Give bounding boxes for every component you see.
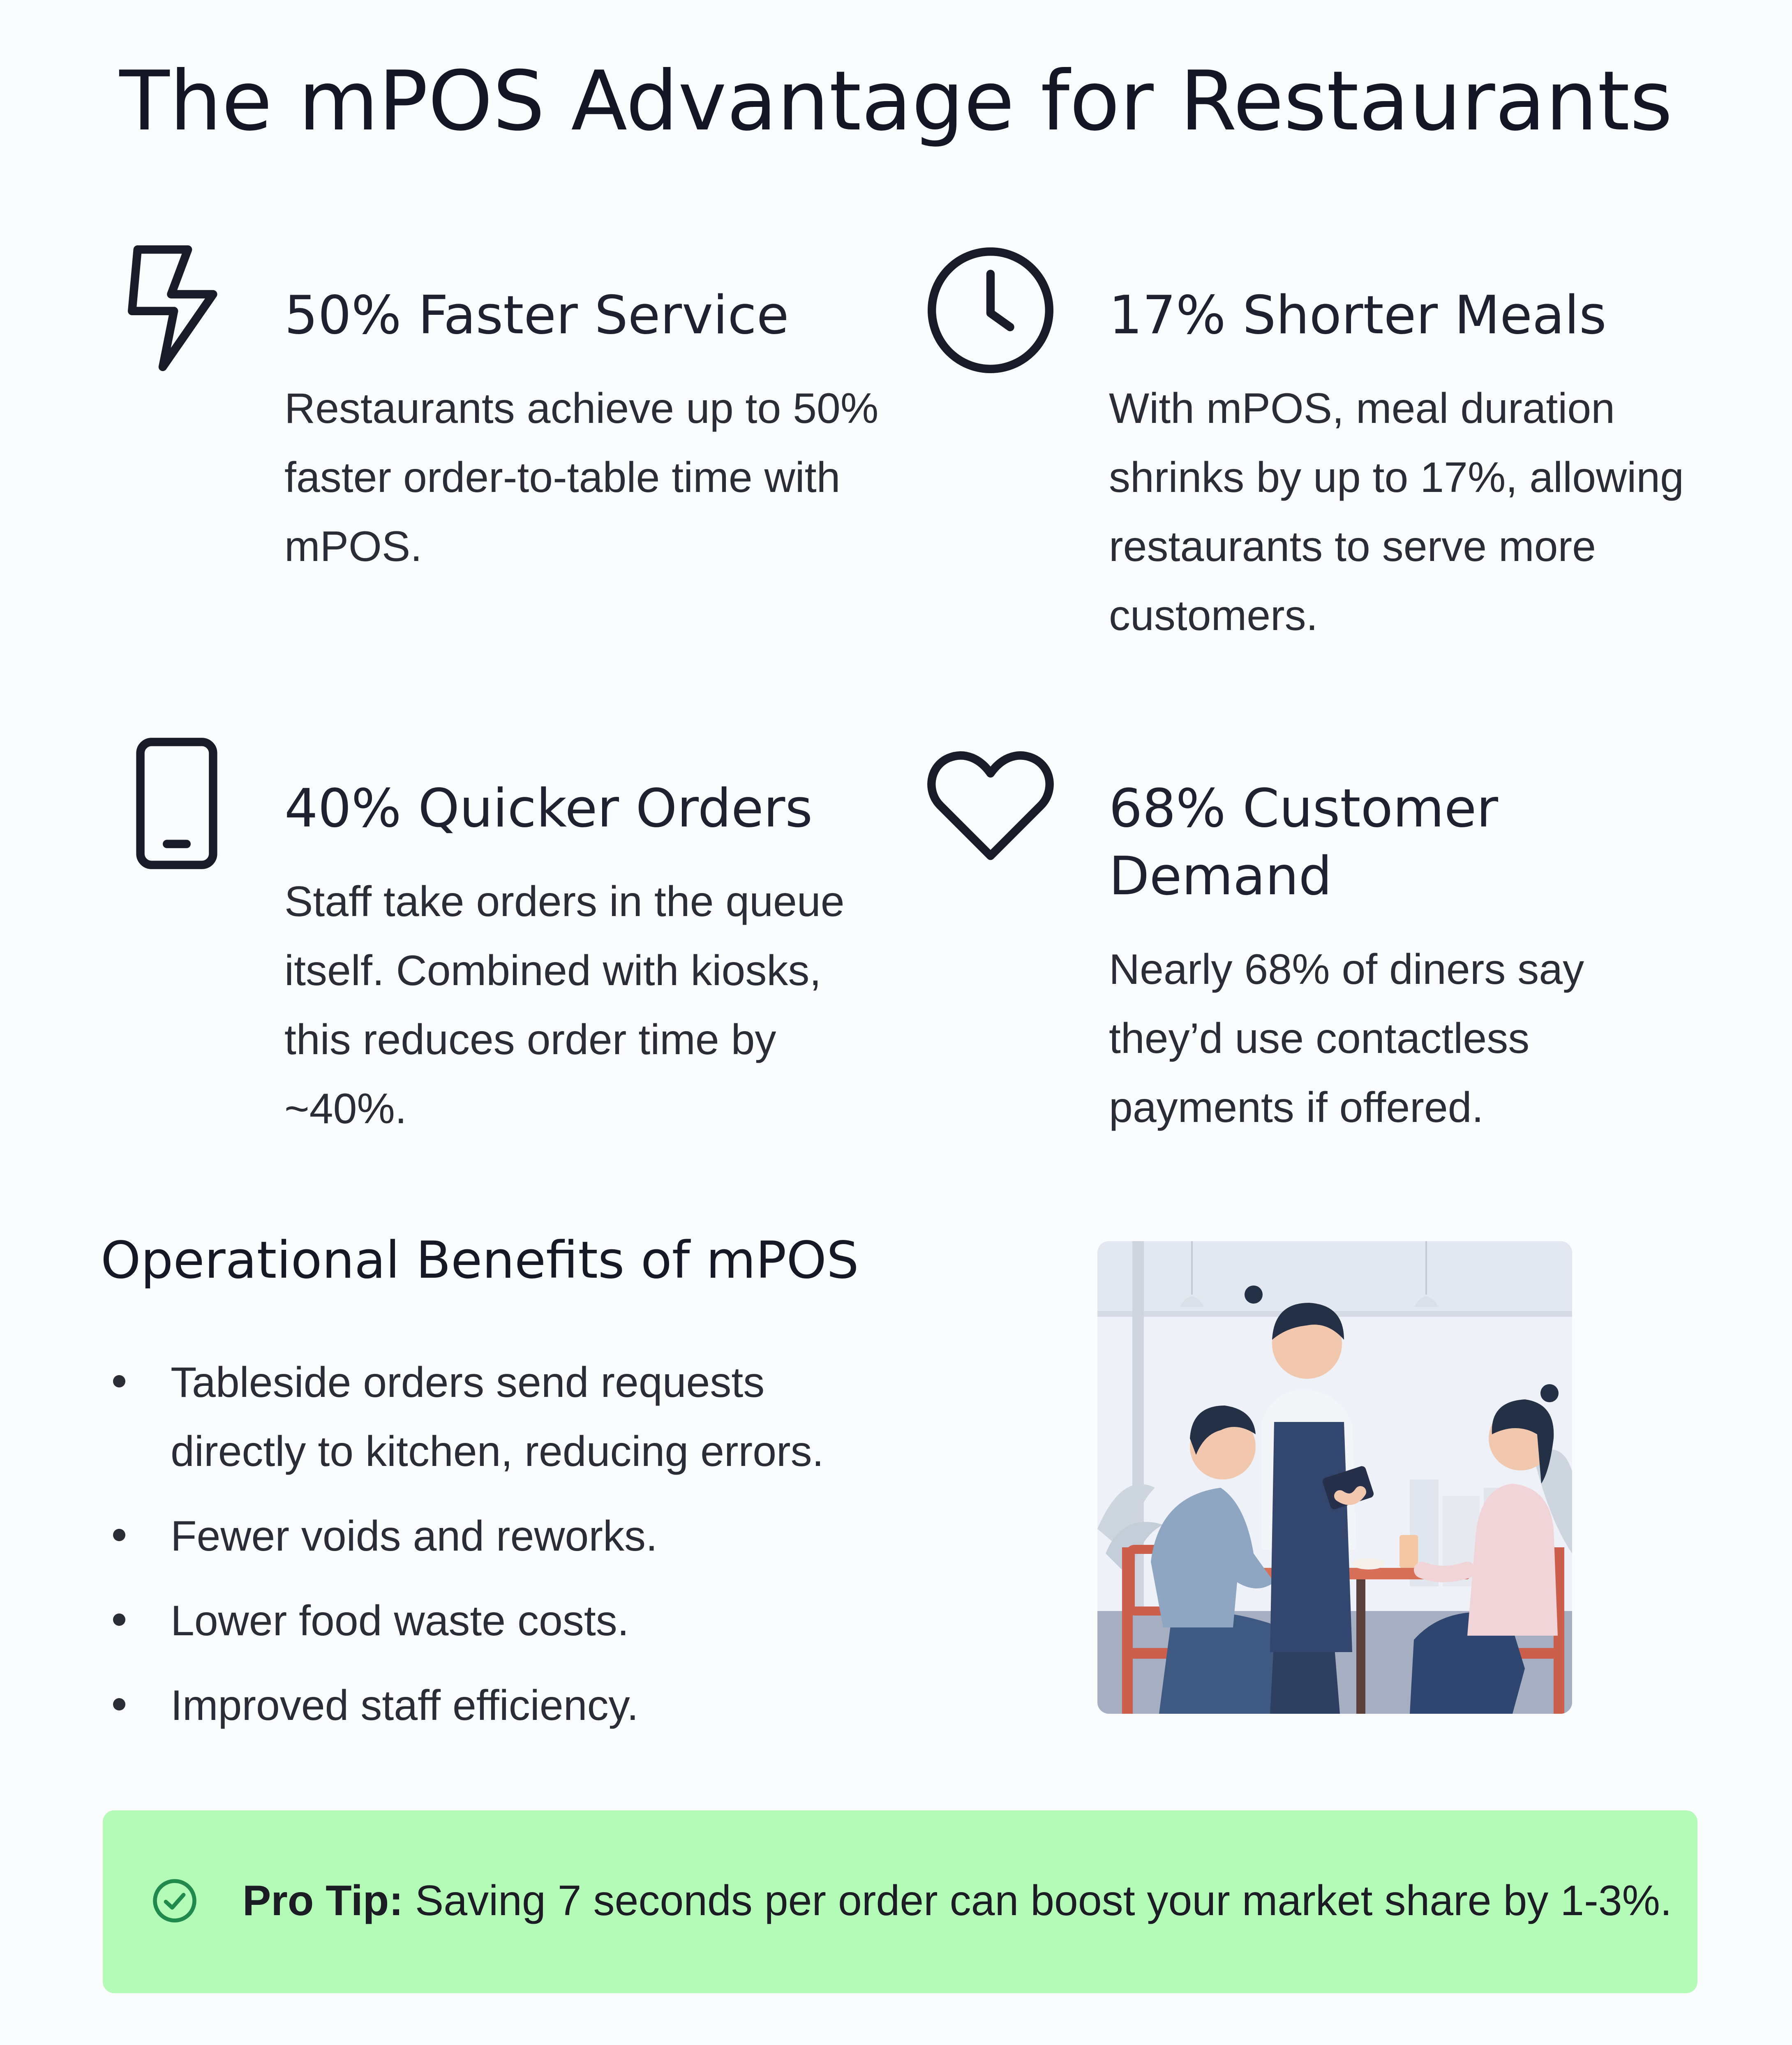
heart-icon — [921, 736, 1060, 875]
operational-benefits-heading: Operational Benefits of mPOS — [101, 1231, 859, 1290]
list-item — [101, 1348, 882, 1486]
stat-title-shorter-meals: 17% Shorter Meals — [1109, 285, 1607, 346]
list-item — [101, 1586, 882, 1655]
check-circle-icon — [150, 1876, 199, 1925]
benefit-text: Tableside orders send requests directly to kitchen, reducing errors. — [171, 1359, 824, 1475]
bullet-icon — [113, 1529, 125, 1541]
list-item — [101, 1502, 882, 1571]
bullet-icon — [113, 1613, 125, 1626]
pro-tip-body: Saving 7 seconds per order can boost your market share by 1-3%. — [403, 1877, 1672, 1925]
benefit-text: Improved staff efficiency. — [171, 1682, 639, 1729]
bullet-icon — [113, 1698, 125, 1710]
stat-desc-quicker-orders: Staff take orders in the queue itself. Combined with kiosks, this reduces order time by ~40%. — [284, 878, 845, 1133]
stat-desc-customer-demand: Nearly 68% of diners say they’d use contactless payments if offered. — [1109, 946, 1584, 1131]
pro-tip-label: Pro Tip: — [242, 1877, 403, 1925]
clock-icon — [921, 240, 1060, 380]
benefit-text: Fewer voids and reworks. — [171, 1512, 658, 1560]
bullet-icon — [113, 1375, 125, 1387]
stat-title-quicker-orders: 40% Quicker Orders — [284, 778, 813, 839]
stat-desc-faster-service: Restaurants achieve up to 50% faster order-to-table time with mPOS. — [284, 385, 879, 570]
restaurant-waiter-tablet-illustration — [1097, 1241, 1572, 1714]
benefit-text: Lower food waste costs. — [171, 1597, 629, 1645]
page-title: The mPOS Advantage for Restaurants — [119, 53, 1673, 149]
pro-tip-text — [242, 1872, 1681, 1930]
lightning-bolt-icon — [107, 238, 247, 378]
smartphone-icon — [107, 734, 247, 873]
stat-title-faster-service: 50% Faster Service — [284, 285, 789, 346]
stat-title-customer-demand: 68% Customer Demand — [1109, 778, 1498, 907]
pro-tip-callout — [103, 1810, 1697, 1993]
benefits-list — [101, 1348, 882, 1756]
stat-desc-shorter-meals: With mPOS, meal duration shrinks by up to 17%, allowing restaurants to serve more customers. — [1109, 385, 1684, 639]
list-item — [101, 1671, 882, 1740]
